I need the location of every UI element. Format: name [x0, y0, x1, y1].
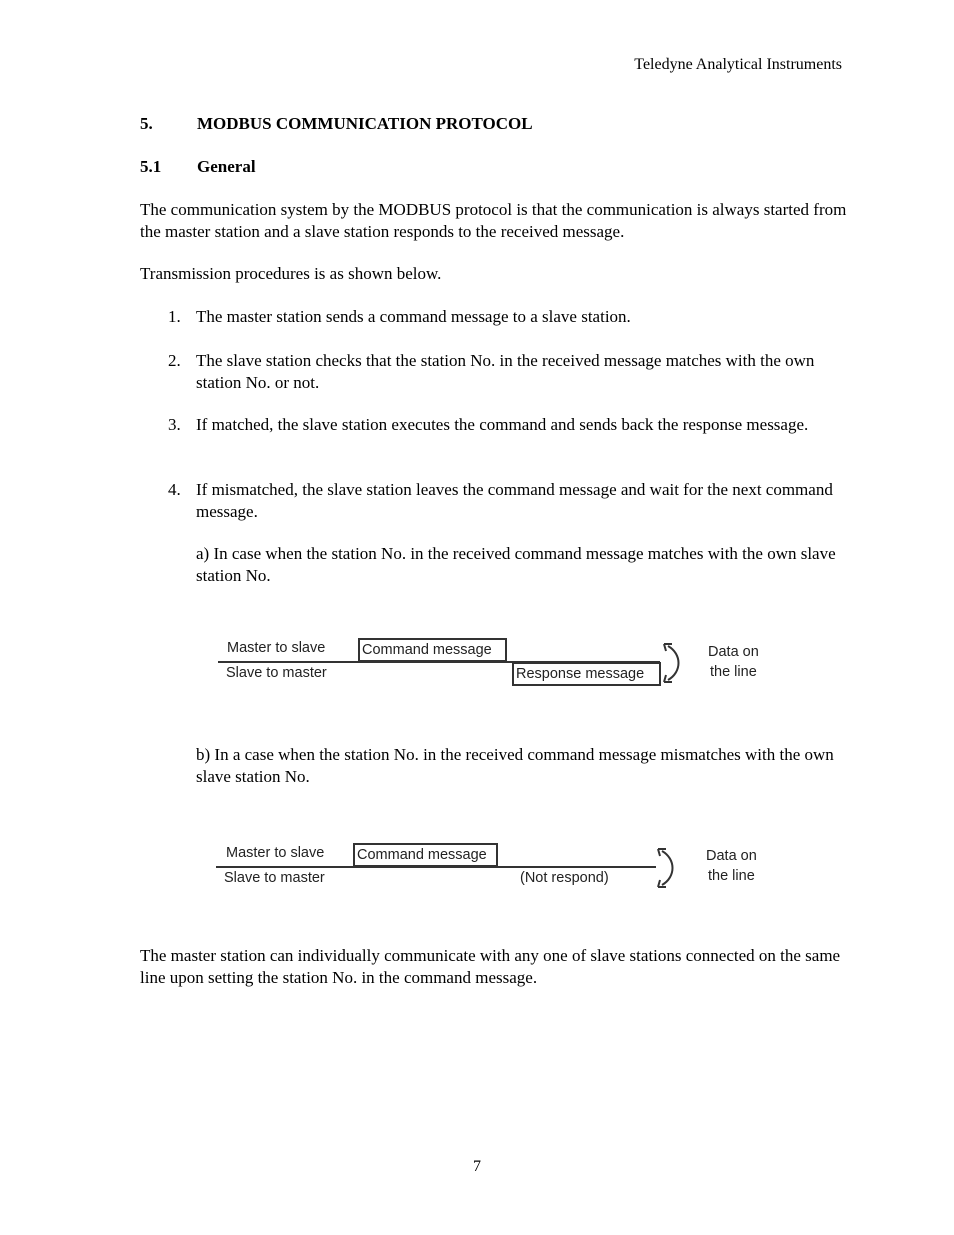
closing-paragraph: The master station can individually communicate with any one of slave stations connected on the same line upon setting the station No. in the command message.	[140, 946, 841, 987]
page-header: Teledyne Analytical Instruments	[634, 56, 842, 73]
slave-to-master-label: Slave to master	[226, 665, 327, 681]
data-on-line-label-1: Data on	[706, 848, 757, 864]
subsection-number: 5.1	[140, 157, 162, 176]
list-text: The slave station checks that the station No. in the received message matches with the own station No. or not.	[196, 351, 815, 392]
slave-to-master-label: Slave to master	[224, 870, 325, 886]
not-respond-label: (Not respond)	[520, 870, 609, 886]
divider-line	[218, 661, 660, 663]
master-to-slave-label: Master to slave	[227, 640, 326, 656]
section-number: 5.	[140, 114, 153, 133]
data-on-line-label-2: the line	[710, 664, 757, 680]
command-message-box: Command message	[358, 638, 507, 662]
page-number: 7	[473, 1158, 481, 1175]
list-number: 4.	[168, 480, 181, 499]
list-item	[168, 350, 848, 393]
list-text: If matched, the slave station executes the command and sends back the response message.	[196, 415, 809, 434]
section-heading	[140, 114, 533, 134]
subsection-title: General	[197, 157, 256, 176]
master-to-slave-label: Master to slave	[226, 845, 325, 861]
subsection-heading	[140, 157, 256, 177]
procedures-intro: Transmission procedures is as shown below.	[140, 264, 442, 283]
section-title: MODBUS COMMUNICATION PROTOCOL	[197, 114, 533, 133]
list-number: 2.	[168, 351, 181, 370]
list-text: If mismatched, the slave station leaves the command message and wait for the next command message.	[196, 480, 833, 521]
curved-arrow-icon	[654, 845, 680, 891]
curved-arrow-icon	[660, 640, 686, 686]
data-on-line-label-2: the line	[708, 868, 755, 884]
case-b-text: b) In a case when the station No. in the received command message mismatches with the own slave station No.	[196, 745, 834, 786]
command-message-box: Command message	[353, 843, 498, 867]
case-a-text: a) In case when the station No. in the received command message matches with the own slave station No.	[196, 544, 836, 585]
list-number: 1.	[168, 307, 181, 326]
list-item	[168, 414, 848, 436]
response-message-box: Response message	[512, 662, 661, 686]
list-item	[168, 479, 848, 522]
list-item	[168, 306, 848, 328]
data-on-line-label-1: Data on	[708, 644, 759, 660]
divider-line	[216, 866, 656, 868]
list-text: The master station sends a command message to a slave station.	[196, 307, 631, 326]
list-number: 3.	[168, 415, 181, 434]
intro-paragraph: The communication system by the MODBUS protocol is that the communication is always started from the master station and a slave station responds to the received message.	[140, 200, 847, 241]
